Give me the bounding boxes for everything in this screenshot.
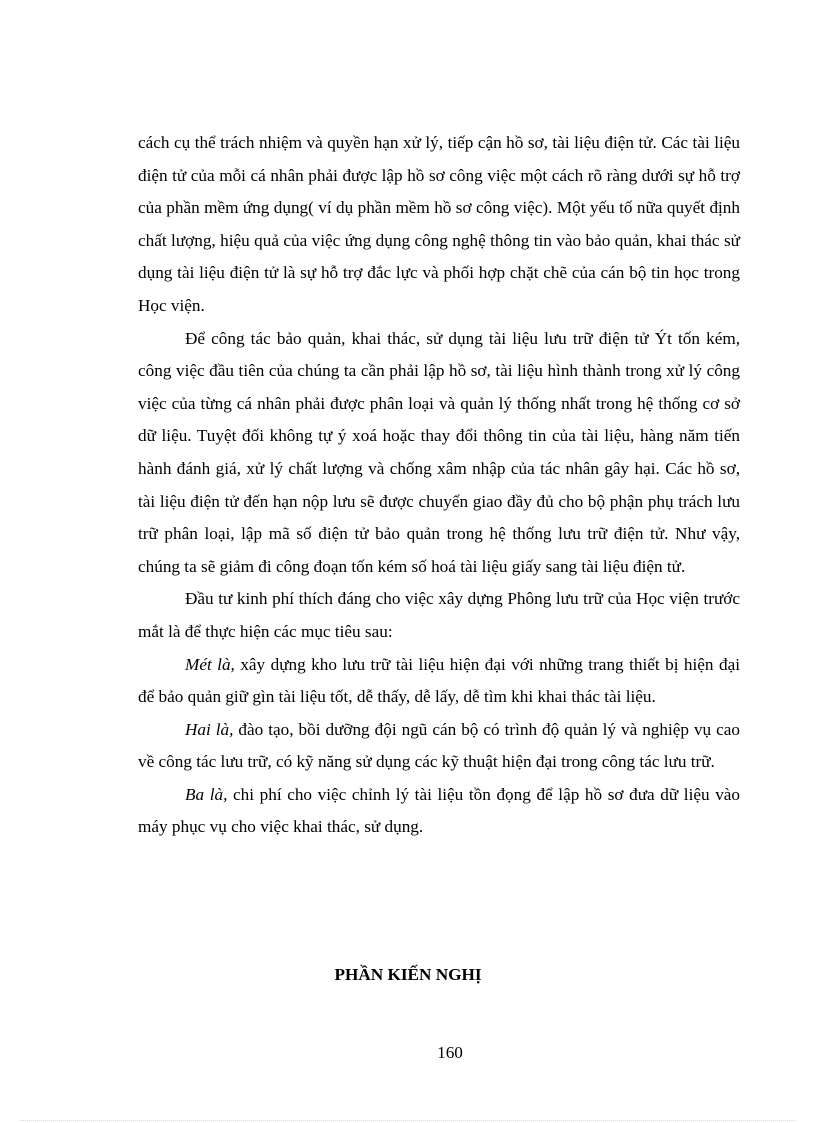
paragraph-text: Để công tác bảo quản, khai thác, sử dụng tài liệu lưu trữ điện tử Ýt tốn kém, công việc đầu tiên của chúng ta cần phải lập hồ sơ, tài liệu hình thành trong xử lý công việc của từng cá nhân phải được phân loại và quản lý thống nhất trong hệ thống cơ sở dữ liệu. Tuyệt đối không tự ý xoá hoặc thay đổi thông tin của tài liệu, hàng năm tiến hành đánh giá, xử lý chất lượng và chống xâm nhập của tác nhân gây hại. Các hồ sơ, tài liệu điện tử đến hạn nộp lưu sẽ được chuyển giao đầy đủ cho bộ phận phụ trách lưu trữ phân loại, lập mã số điện tử bảo quản trong hệ thống lưu trữ điện tử. Như vậy, chúng ta sẽ giảm đi công đoạn tốn kém số hoá tài liệu giấy sang tài liệu điện tử. <box>138 328 740 576</box>
list-paragraph-second <box>138 714 740 779</box>
paragraph-continuation <box>138 127 740 323</box>
paragraph-lead: Ba là, <box>185 784 228 804</box>
list-paragraph-first <box>138 649 740 714</box>
paragraph <box>138 583 740 648</box>
paragraph-text: Đầu tư kinh phí thích đáng cho việc xây dựng Phông lưu trữ của Học viện trước mắt là để thực hiện các mục tiêu sau: <box>138 589 740 641</box>
paragraph-lead: Hai là, <box>185 719 234 739</box>
paragraph-lead: Mét là, <box>185 654 235 674</box>
paragraph-text: xây dựng kho lưu trữ tài liệu hiện đại với những trang thiết bị hiện đại để bảo quản giữ gìn tài liệu tốt, dễ thấy, dễ lấy, dễ tìm khi khai thác tài liệu. <box>138 654 740 707</box>
paragraph-text: chi phí cho việc chỉnh lý tài liệu tồn đọng để lập hồ sơ đưa dữ liệu vào máy phục vụ cho việc khai thác, sử dụng. <box>138 784 741 837</box>
section-heading: PHẦN KIẾN NGHỊ <box>334 965 482 984</box>
list-paragraph-third <box>138 779 740 844</box>
paragraph <box>138 323 740 584</box>
body-text <box>138 127 740 844</box>
page-number: 160 <box>437 1043 463 1062</box>
page-bottom-divider <box>20 1120 796 1121</box>
paragraph-text: cách cụ thể trách nhiệm và quyền hạn xử lý, tiếp cận hồ sơ, tài liệu điện tử. Các tài liệu điện tử của mỗi cá nhân phải được lập hồ sơ công việc một cách rõ ràng dưới sự hỗ trợ của phần mềm ứng dụng( ví dụ phần mềm hồ sơ công việc). Một yếu tố nữa quyết định chất lượng, hiệu quả của việc ứng dụng công nghệ thông tin vào bảo quản, khai thác sử dụng tài liệu điện tử là sự hỗ trợ đắc lực và phối hợp chặt chẽ của cán bộ tin học trong Học viện. <box>138 133 740 315</box>
paragraph-text: đào tạo, bồi dưỡng đội ngũ cán bộ có trình độ quản lý và nghiệp vụ cao về công tác lưu trữ, có kỹ năng sử dụng các kỹ thuật hiện đại trong công tác lưu trữ. <box>138 719 740 772</box>
